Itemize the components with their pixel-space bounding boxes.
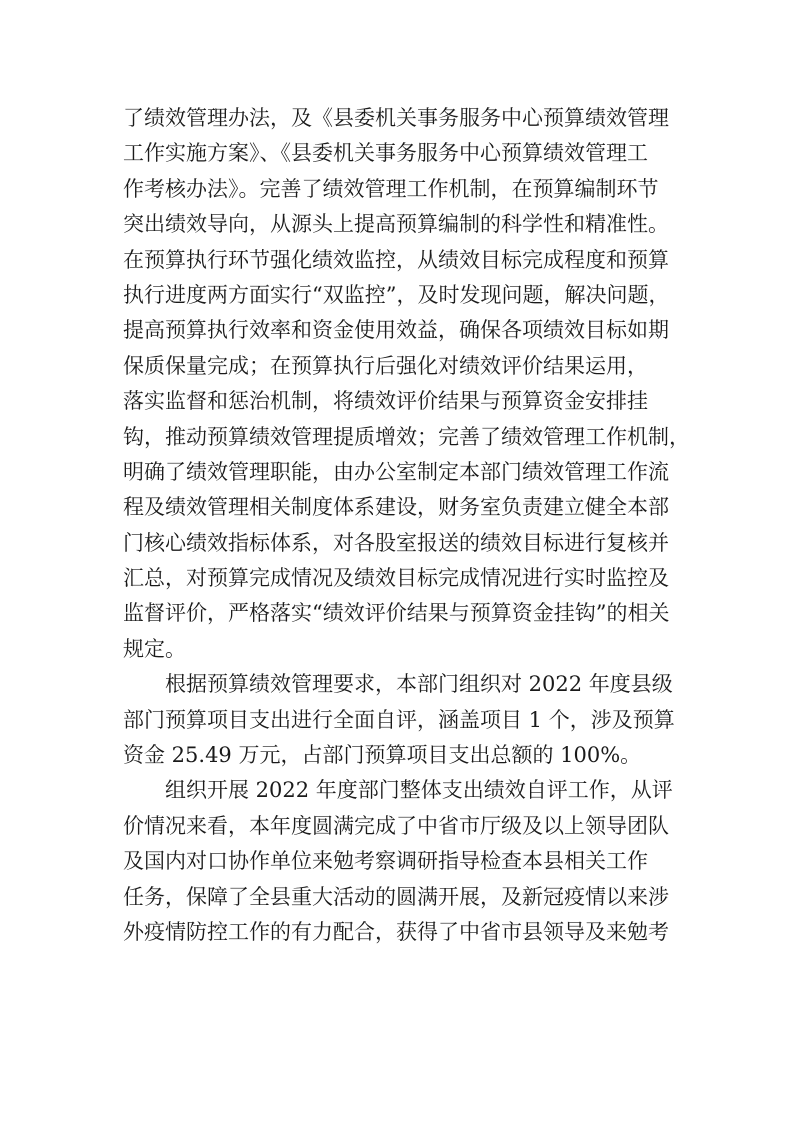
text-line: 作考核办法》。完善了绩效管理工作机制，在预算编制环节 — [123, 176, 659, 201]
text-line: 外疫情防控工作的有力配合，获得了中省市县领导及来勉考 — [123, 919, 669, 944]
text-line: 程及绩效管理相关制度体系建设，财务室负责建立健全本部 — [123, 495, 669, 520]
text-line: 资金 25.49 万元，占部门预算项目支出总额的 100%。 — [123, 743, 642, 768]
text-line: 监督评价，严格落实“绩效评价结果与预算资金挂钩”的相关 — [123, 601, 670, 626]
text-line: 落实监督和惩治机制，将绩效评价结果与预算资金安排挂 — [123, 389, 648, 414]
paragraph-start-line: 组织开展 2022 年度部门整体支出绩效自评工作，从评 — [165, 778, 673, 803]
text-line: 工作实施方案》、《县委机关事务服务中心预算绩效管理工 — [123, 141, 648, 166]
text-line: 及国内对口协作单位来勉考察调研指导检查本县相关工作 — [123, 849, 648, 874]
text-line: 门核心绩效指标体系，对各股室报送的绩效目标进行复核并 — [123, 530, 669, 555]
text-line: 突出绩效导向，从源头上提高预算编制的科学性和精准性。 — [123, 212, 669, 237]
text-line: 了绩效管理办法，及《县委机关事务服务中心预算绩效管理 — [123, 106, 669, 130]
text-line: 提高预算执行效率和资金使用效益，确保各项绩效目标如期 — [123, 318, 669, 343]
text-line: 钩，推动预算绩效管理提质增效；完善了绩效管理工作机制， — [123, 424, 690, 449]
text-line: 规定。 — [123, 636, 186, 661]
text-line: 部门预算项目支出进行全面自评，涵盖项目 1 个，涉及预算 — [123, 707, 675, 732]
body-text — [123, 101, 690, 950]
text-line: 价情况来看，本年度圆满完成了中省市厅级及以上领导团队 — [123, 813, 669, 838]
text-line: 任务，保障了全县重大活动的圆满开展，及新冠疫情以来涉 — [123, 884, 669, 909]
text-line: 明确了绩效管理职能，由办公室制定本部门绩效管理工作流 — [123, 459, 669, 484]
paragraph-start-line: 根据预算绩效管理要求，本部门组织对 2022 年度县级 — [165, 672, 673, 697]
text-line: 汇总，对预算完成情况及绩效目标完成情况进行实时监控及 — [123, 566, 669, 591]
text-line: 保质保量完成；在预算执行后强化对绩效评价结果运用， — [123, 353, 648, 378]
text-line: 执行进度两方面实行“双监控”，及时发现问题，解决问题， — [123, 282, 670, 307]
text-line: 在预算执行环节强化绩效监控，从绩效目标完成程度和预算 — [123, 247, 669, 272]
